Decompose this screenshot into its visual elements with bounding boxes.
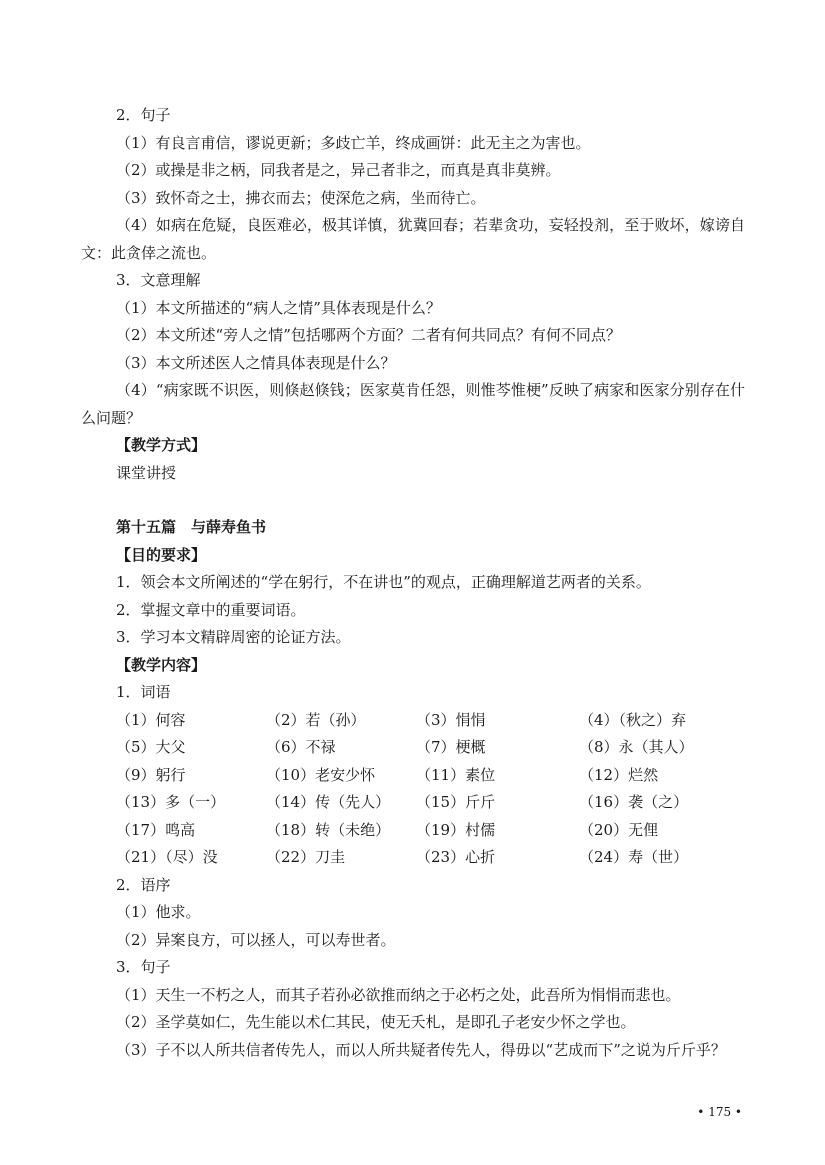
word-row [81,707,745,735]
question: （2）本文所述“旁人之情”包括哪两个方面？二者有何共同点？有何不同点？ [116,326,621,344]
word-cell: （22）刀圭 [266,848,346,866]
question: （4）“病家既不识医，则倏赵倏钱；医家莫肯任怨，则惟芩惟梗”反映了病家和医家分别存在什么问题？ [81,381,745,427]
word-cell: （20）无俚 [579,820,659,839]
word-cell: （5）大父 [116,738,186,756]
words-table [81,707,745,872]
word-row [81,762,745,790]
word-row [81,734,745,762]
method-heading: 【教学方式】 [116,436,207,454]
word-cell: （19）村儒 [416,820,496,839]
word-cell: （14）传（先人） [266,793,391,811]
question: （3）本文所述医人之情具体表现是什么？ [116,353,396,372]
word-cell: （16）袭（之） [579,793,689,811]
goal-item: 3．学习本文精辟周密的论证方法。 [116,628,351,646]
word-cell: （17）鸣高 [116,820,196,839]
word-row [81,817,745,845]
chapter-title: 第十五篇 与薛寿鱼书 [116,518,267,536]
word-cell: （23）心折 [416,848,496,866]
page-content [81,102,745,1064]
paragraph: （2）或操是非之柄，同我者是之，异己者非之，而真是真非莫辨。 [116,161,561,179]
spacer [81,487,745,514]
word-cell: （9）躬行 [116,765,186,784]
word-cell: （18）转（未绝） [266,820,391,839]
goal-heading: 【目的要求】 [116,545,207,564]
word-cell: （4）（秋之）弃 [579,710,687,729]
section-heading: 1．词语 [116,683,171,701]
word-cell: （13）多（一） [116,793,226,811]
word-cell: （1）何容 [116,710,186,729]
word-cell: （15）斤斤 [416,793,496,811]
word-cell: （12）烂然 [579,765,659,784]
paragraph: （3）致怀奇之士，拂衣而去；使深危之病，坐而待亡。 [116,188,486,207]
paragraph: （4）如病在危疑，良医难必，极其详慎，犹冀回春；若辈贪功，妄轻投剂，至于败坏，嫁谤自文：此贪倖之流也。 [81,216,745,262]
word-cell: （7）梗概 [416,738,486,756]
word-cell: （11）素位 [416,765,496,784]
paragraph: （2）圣学莫如仁，先生能以术仁其民，使无夭札，是即孔子老安少怀之学也。 [116,1013,636,1031]
section-heading: 2．句子 [116,106,171,124]
word-cell: （6）不禄 [266,738,336,756]
question: （1）本文所描述的“病人之情”具体表现是什么？ [116,298,441,317]
page-number: • 175 • [697,1105,742,1119]
word-cell: （2）若（孙） [266,710,366,729]
content-heading: 【教学内容】 [116,655,207,674]
word-cell: （8）永（其人） [579,738,694,756]
word-cell: （21）（尽）没 [116,848,218,866]
section-heading: 3．句子 [116,958,171,976]
word-row [81,844,745,872]
goal-item: 1．领会本文所阐述的“学在躬行，不在讲也”的观点，正确理解道艺两者的关系。 [116,573,651,591]
word-cell: （10）老安少怀 [266,765,376,784]
method-text: 课堂讲授 [116,463,177,482]
paragraph: （1）他求。 [116,903,201,921]
word-cell: （24）寿（世） [579,848,689,866]
word-row [81,789,745,817]
paragraph: （2）异案良方，可以拯人，可以寿世者。 [116,930,396,949]
paragraph: （1）天生一不朽之人，而其子若孙必欲推而纳之于必朽之处，此吾所为悁悁而悲也。 [116,985,681,1004]
goal-item: 2．掌握文章中的重要词语。 [116,600,306,619]
section-heading: 2．语序 [116,875,171,894]
paragraph: （1）有良言甫信，谬说更新；多歧亡羊，终成画饼：此无主之为害也。 [116,133,591,152]
word-cell: （3）悁悁 [416,710,486,729]
paragraph: （3）子不以人所共信者传先人，而以人所共疑者传先人，得毋以“艺成而下”之说为斤斤乎？ [116,1040,726,1059]
section-heading: 3．文意理解 [116,271,201,289]
